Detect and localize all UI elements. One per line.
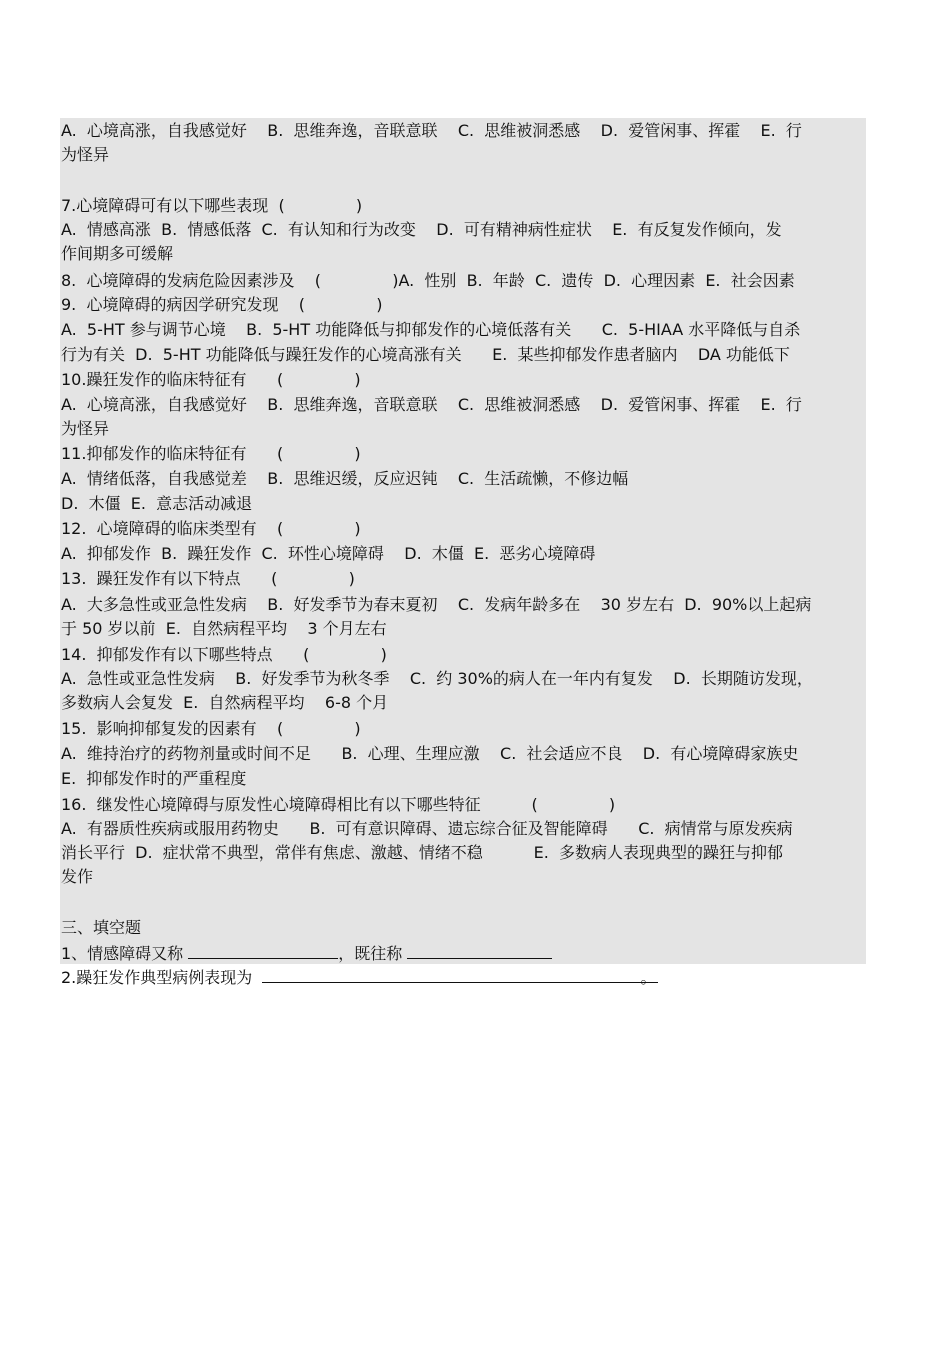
option-line: 作间期多可缓解 bbox=[61, 244, 174, 263]
option-line: A. 有器质性疾病或服用药物史 B. 可有意识障碍、遗忘综合征及智能障碍 C. 病情常与原发疾病 bbox=[61, 819, 793, 838]
option-line: 为怪异 bbox=[61, 419, 110, 438]
option-line: A. 心境高涨，自我感觉好 B. 思维奔逸，音联意联 C. 思维被洞悉感 D. 爱管闲事、挥霍 E. 行 bbox=[61, 395, 802, 414]
question-9: 9. 心境障碍的病因学研究发现 ( ) bbox=[61, 295, 383, 314]
option-line: 多数病人会复发 E. 自然病程平均 6-8 个月 bbox=[61, 693, 389, 712]
option-line: A. 抑郁发作 B. 躁狂发作 C. 环性心境障碍 D. 木僵 E. 恶劣心境障碍 bbox=[61, 544, 596, 563]
fill-blank-1-text: 1、情感障碍又称 bbox=[61, 944, 189, 963]
option-line: A. 心境高涨，自我感觉好 B. 思维奔逸，音联意联 C. 思维被洞悉感 D. 爱管闲事、挥霍 E. 行 bbox=[61, 121, 802, 140]
option-line: A. 5-HT 参与调节心境 B. 5-HT 功能降低与抑郁发作的心境低落有关 C. 5-HIAA 水平降低与自杀 bbox=[61, 320, 801, 339]
question-12: 12. 心境障碍的临床类型有 ( ) bbox=[61, 519, 361, 538]
option-line: 于 50 岁以前 E. 自然病程平均 3 个月左右 bbox=[61, 619, 387, 638]
question-10: 10.躁狂发作的临床特征有 ( ) bbox=[61, 370, 361, 389]
option-line: D. 木僵 E. 意志活动减退 bbox=[61, 494, 253, 513]
option-line: 行为有关 D. 5-HT 功能降低与躁狂发作的心境高涨有关 E. 某些抑郁发作患者脑内 DA 功能低下 bbox=[61, 345, 790, 364]
answer-blank[interactable] bbox=[188, 944, 338, 959]
option-line: 发作 bbox=[61, 867, 94, 886]
option-line: A. 急性或亚急性发病 B. 好发季节为秋冬季 C. 约 30%的病人在一年内有复发 D. 长期随访发现， bbox=[61, 669, 813, 688]
option-line: A. 情感高涨 B. 情感低落 C. 有认知和行为改变 D. 可有精神病性症状 E. 有反复发作倾向，发 bbox=[61, 220, 782, 239]
option-line: E. 抑郁发作时的严重程度 bbox=[61, 769, 247, 788]
question-16: 16. 继发性心境障碍与原发性心境障碍相比有以下哪些特征 ( ) bbox=[61, 795, 616, 814]
answer-blank[interactable] bbox=[407, 944, 552, 959]
fill-blank-2-text: 2.躁狂发作典型病例表现为 bbox=[61, 968, 263, 987]
option-line: 消长平行 D. 症状常不典型，常伴有焦虑、激越、情绪不稳 E. 多数病人表现典型的躁狂与抑郁 bbox=[61, 843, 783, 862]
fill-blank-1 bbox=[61, 944, 552, 964]
period-mark: 。 bbox=[640, 968, 657, 987]
question-13: 13. 躁狂发作有以下特点 ( ) bbox=[61, 569, 355, 588]
question-15: 15. 影响抑郁复发的因素有 ( ) bbox=[61, 719, 361, 738]
option-line: A. 维持治疗的药物剂量或时间不足 B. 心理、生理应激 C. 社会适应不良 D. 有心境障碍家族史 bbox=[61, 744, 799, 763]
option-line: A. 大多急性或亚急性发病 B. 好发季节为春末夏初 C. 发病年龄多在 30 岁左右 D. 90%以上起病 bbox=[61, 595, 812, 614]
option-line: A. 情绪低落，自我感觉差 B. 思维迟缓，反应迟钝 C. 生活疏懒，不修边幅 bbox=[61, 469, 629, 488]
section-heading: 三、填空题 bbox=[61, 918, 142, 937]
answer-blank[interactable] bbox=[262, 968, 640, 983]
fill-blank-1-text-2: ，既往称 bbox=[338, 944, 408, 963]
question-14: 14. 抑郁发作有以下哪些特点 ( ) bbox=[61, 645, 387, 664]
option-line: 为怪异 bbox=[61, 145, 110, 164]
question-11: 11.抑郁发作的临床特征有 ( ) bbox=[61, 444, 361, 463]
question-7: 7.心境障碍可有以下哪些表现 ( ) bbox=[61, 196, 363, 215]
question-8: 8. 心境障碍的发病危险因素涉及 ( )A. 性别 B. 年龄 C. 遗传 D. 心理因素 E. 社会因素 bbox=[61, 271, 795, 290]
fill-blank-2 bbox=[61, 968, 658, 988]
